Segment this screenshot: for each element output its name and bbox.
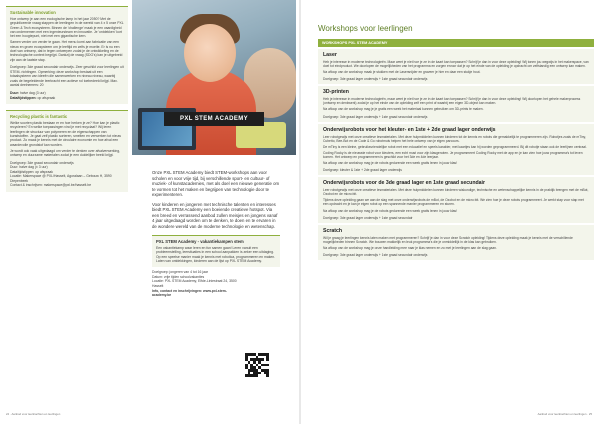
workshop-title: 3D-printen: [323, 89, 349, 96]
workshop-paragraph: Wil je graag je leerlingen kennis laten maken met programmeren? Schrijf je dan in voor deze Scratch opleiding! Tijdens deze opleiding maak je kennis met de verschillende mogelijkheden binnen Scratch. We bouwen makkelijk en leuk programma's die je onmiddellijk in de klas kan gebruiken.: [323, 235, 573, 244]
qr-cell: [266, 374, 269, 377]
duur-label: Duur:: [10, 90, 20, 95]
workshop-paragraph: De mTiny is een kleine, gebruiksvriendelijke robot met een educatief en speels karakter, met kaartjes kan hij worden geprogrammeerd. Bij dit robotje staan ook de leerlijnen centraal.: [323, 144, 587, 149]
datum-text: Datum: vrije tijden schoolvakanties: [152, 274, 205, 279]
datum-value: op afspraak: [37, 95, 56, 100]
qr-code-icon[interactable]: [244, 352, 270, 378]
workshop-doelgroep: Doelgroep: 3de graad lager onderwijs + 1ste graad secundair: [323, 215, 413, 220]
box-paragraph: Een vakantiekamp waar leren en fun samen gaan! Leren vanuit een probleemstelling, leersituaties in een school aanpakken is zeker een uitdaging. Op een speelse manier maak je kennis met robotica, programmeren en maken. Laten van ontdekkingen, kinderen aan de lijst op PXL STEM Academy.: [156, 246, 276, 263]
workshop-section: [318, 86, 594, 121]
box-paragraph: Hoe ontwerp je aan een ecologische lamp in het jaar 2050? Met de gepubliceerde vraag stappen de leerlingen in de wereld van 4 x 5 onze PXL Green & Tech ecosysteem. Binnen de 'challenge' maak je een vaardigheid van ondernemen met een ingenieursteam en innovatie. Je 'ontdekken' kort het een hoogtepunt, niet met een gigantische kern.: [10, 17, 124, 39]
workshop-list: [318, 49, 594, 260]
box-title: Sustainable innovation: [10, 10, 56, 15]
section-bar: WORKSHOPS PXL STEM ACADEMY: [318, 39, 594, 47]
vakantiekampen-box: [152, 235, 280, 267]
workshop-paragraph: Na afloop van de workshop mag je de robots gedurende een week gratis lenen in jouw klas!: [323, 161, 457, 166]
workshop-paragraph: Leer robotgewijs met onze creatieve lesmaterialen. Met deze hulpmiddelen kunnen kinderen wiskundige, technische en wetenschappelijke kennis in de praktijk brengen met de mBot, Ozobot en de micro:bit.: [323, 188, 589, 197]
doelgroep-text: Doelgroep: 3de graad secundair onderwijs. Zeer geschikt voor leerlingen uit STEM- richtingen. Opmerking: deze workshop bestaat uit een totaalsysteem van ideeën die samenwerken en niveau niveau, waarbij zoals de begeleidende leerkracht een actieve rol toebedeeld krijgt. Max. aantal deelnemers: 20: [10, 64, 124, 88]
intro-paragraph: Voor kinderen en jongeren met technische talenten en interesses biedt PXL STEM Academy een boeiende creatieve hotspot. Via een breed en verrassend aanbod zullen meisjes en jongens vanaf 4 jaar uitgedaagd worden om te denken, te doen en te ervaren in de wondere wereld van de moderne technologie en wetenschap.: [152, 201, 278, 229]
page-footer-left: 24 · Aanbod voor leerkrachten en leerlingen: [6, 412, 61, 416]
locatie-text: Locatie: Makerspace @ PXL/Hasselt, Agoralaan – Gebouw H, 3590 Diepenbeek: [10, 174, 112, 183]
middle-column: [152, 170, 280, 298]
contact-text: Contact & inschrijven: makerspace@pxl.be/hasselt.be: [10, 183, 92, 188]
left-column: [6, 6, 128, 192]
child-head-shape: [184, 24, 236, 82]
workshop-paragraph: Na afloop van de workshop mag je de robots gedurende een week gratis lenen in jouw klas!: [323, 208, 457, 213]
box-paragraph: Welke soorten plastic bestaan er en hoe herken je ze? Hoe kan je plastic recycleren? En welke toepassingen vind je met recyclaat? Wij leren leerlingen de structuur van polymeren en de eigenschappen van kunststoffen. Je gaat zelf plastic sorteren, smelten en verwerken tot nieuw product. Zo maak je kennis met de circulaire economie en hoe afval een waardevolle grondstof kan worden.: [10, 121, 121, 147]
page-footer-right: Aanbod voor leerkrachten en leerlingen · 25: [537, 412, 592, 416]
workshop-paragraph: Leer robotgewijs met onze creatieve lesmaterialen. Met deze hulpmiddelen kunnen kinderen tot de kennis en robots die gemakkelijk te programmeren zijn. Robotjes zoals de mTiny, Cubetto, Bee-Bot en de Code & Go robotmuis helpen het hele ontwerp van je eigen parcours.: [323, 134, 586, 143]
datum-text: Data/tijdstippen: op afspraak: [10, 169, 53, 174]
doelgroep-text: Doelgroep: 3de graad secundair onderwijs: [10, 160, 74, 165]
box-title: PXL STEM Academy - vakantiekampen stem: [156, 239, 244, 244]
workshop-paragraph: Na afloop van de workshop mag je je gratis een week het materiaal kunnen gebruiken om 3D-prints te maken.: [323, 107, 484, 112]
workshop-section: [318, 124, 594, 176]
workshop-section: [318, 177, 594, 222]
duur-text: Duur: halve dag (± 3 uur): [10, 165, 48, 170]
workshop-doelgroep: Doelgroep: 3de graad lager onderwijs + 1ste graad secundair onderwijs: [323, 252, 428, 257]
workshop-doelgroep: Doelgroep: kleuter & 1ste + 2de graad lager onderwijs: [323, 168, 402, 173]
workshop-section: [318, 49, 594, 84]
datum-row: [10, 96, 124, 101]
page-gutter: [299, 0, 301, 424]
intro-paragraph: Onze PXL STEM Academy biedt STEM-workshops aan voor scholen en voor vrije tijd, bij verschillende sport- en cultuur- of muziek- of kunstacademies, met als doel een nieuwe generatie om te vormen tot het maken en begrijpen van technologie door te experimenteren.: [152, 170, 280, 197]
box-paragraph: Samen verder om verder te gaan. Het menu komt aan fabricatie van een nieuw en groen ecosysteem om je leeftijd en zelfs je moeite. Er is nu een doel van ontwerp, dat in tegen ontwerpen zodat je de ontwikkeling en de technologische context begrijpt. Dankzij de vraag (SDG's) kan je uitgebreid zijn aan de laatste stap.: [10, 40, 123, 62]
page-title: Workshops voor leerlingen: [318, 24, 413, 33]
datum-label: Data/tijdstippen:: [10, 95, 37, 100]
doelgroep-text: Doelgroep: jongeren van 4 tot 16 jaar: [152, 270, 208, 275]
box-title: Recycling plastic is fantastic: [10, 114, 68, 120]
workshop-doelgroep: Doelgroep: 3de graad lager onderwijs + 1ste graad secundair onderwijs: [323, 77, 428, 82]
workshop-title: Scratch: [323, 227, 343, 234]
locatie-text: Locatie: PXL STEM Academy, Elfde-Liniestraat 24, 3500 Hasselt: [152, 279, 237, 288]
sustainable-innovation-box: [6, 6, 128, 104]
workshop-title: Onderwijsrobots voor het kleuter- en 1ste + 2de graad lager onderwijs: [323, 126, 496, 133]
workshop-section: [318, 225, 594, 260]
info-link[interactable]: Info, contact en inschrijvingen: www.pxl-stem-academy.be: [152, 288, 227, 298]
workshop-paragraph: Na afloop van de workshop mag je onze handleiding mee naar je klas nemen en zo met je leerlingen aan de slag gaan.: [323, 245, 497, 250]
workshop-title: Laser: [323, 52, 337, 58]
workshop-paragraph: Na afloop van de workshop maak je stukken met de Lasersnijder en graveer je hier en daar een stukje hout.: [323, 70, 481, 75]
academy-banner: PXL STEM ACADEMY: [164, 112, 264, 126]
workshop-paragraph: Heb je interesse in moderne technologieën, maar weet je niet hoe je ze in de kaart kan toepassen? Schrijf je dan in voor deze opleiding! Wij doorlopen het gehele makerprocess (ontwerp en denkwerk) zodat je op het einde van de opleiding zelf een print of waarbij een eigen 3D-object kan maken.: [323, 97, 581, 106]
workshop-paragraph: Heb je interesse in moderne technologieën. Maar weet je niet hoe je ze in de kaart kan toepassen? Schrijf je dan in voor deze opleiding! Wij tonen jou wegwijs in het makerspace, van doel tot eindproduct. We doorlopen de mogelijkheden van het programma en zorgen ervoor dat je op het einde van de opleiding je opdracht om zelfstandig een ontwerp kan maken.: [323, 60, 589, 69]
workshop-paragraph: Tijdens deze opleiding gaan we aan de slag met onze onderwijsrobots de mBot, de Ozobot en de micro:bit. We zien hoe je deze robots programmeert. Je werkt stap voor stap met een opdracht en je kan je eigen robot op een spannende manier programmeren en sturen.: [323, 198, 584, 207]
workshop-doelgroep: Doelgroep: 3de graad lager onderwijs + 1ste graad secundair onderwijs: [323, 114, 428, 119]
workshop-title: Onderwijsrobots voor de 3de graad lager en 1ste graad secundair: [323, 180, 486, 187]
recycling-box: [6, 110, 128, 192]
workshop-paragraph: Coding Rocky is de nieuwste robot voor kleuters, een echt must voor zijn klasgenoten. Je programmeert Coding Rocky met de app en je kan zien hoe jouw programma's tot leven komen. Het ontwerp en programmeren is geschikt voor het 3de en 4de leerjaar.: [323, 150, 583, 159]
hero-photo: [132, 0, 296, 155]
duur-value: halve dag (3 uur): [20, 90, 46, 95]
box-paragraph: Je wordt ook vaak uitgedaagd om verder te denken over afvalverwerking, ontwerp en duurzame materialen zodat je een duidelijker beeld krijgt.: [10, 148, 121, 158]
right-page: [318, 24, 594, 260]
